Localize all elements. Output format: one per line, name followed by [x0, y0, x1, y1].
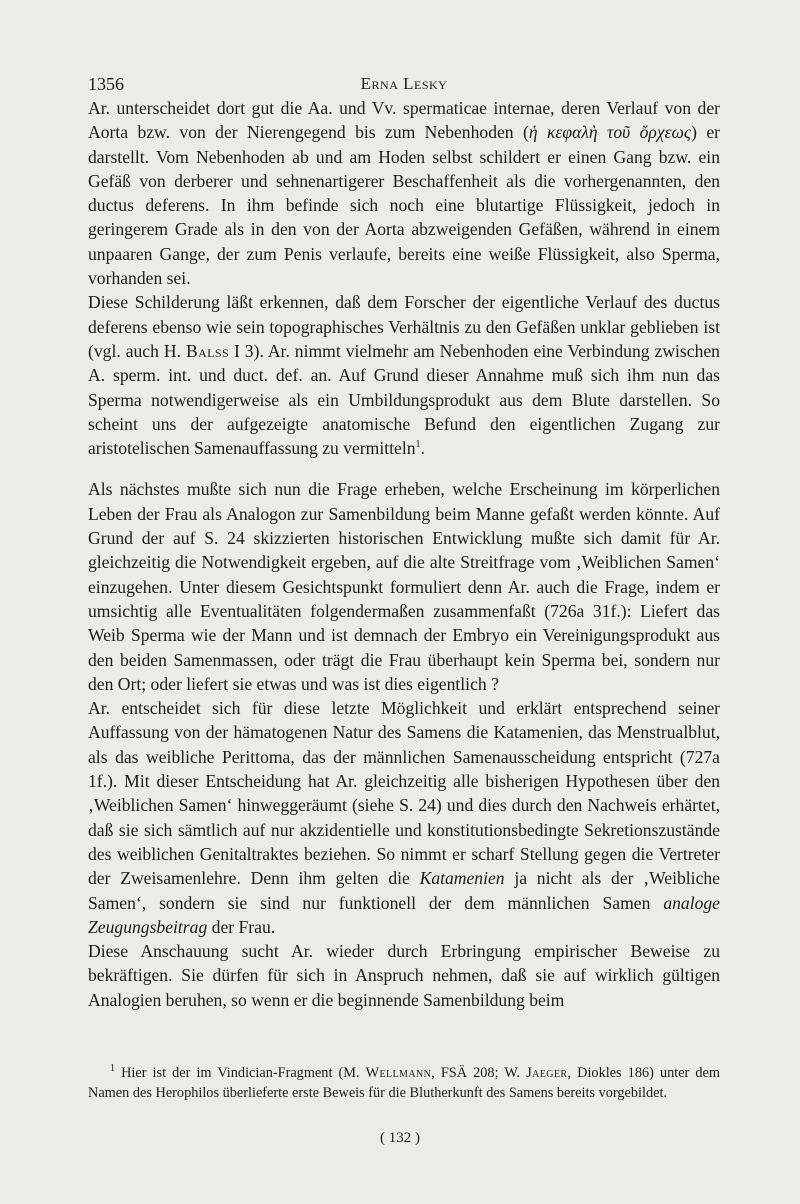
paragraph-5: Diese Anschauung sucht Ar. wieder durch Erbringung empirischer Beweise zu bekräftigen. Sie dürfen für sich in Anspruch nehmen, daß sie auf wirklich gültigen Analogien beruhen, so wenn er die beginnende Samenbildung beim: [88, 941, 720, 1010]
greek-phrase: ἡ κεφαλὴ τοῦ ὄρχεως: [528, 122, 692, 143]
author-name: Jaeger: [526, 1065, 568, 1081]
paragraph-gap: [88, 460, 720, 477]
main-text: [88, 96, 720, 1012]
footnotes: [88, 1064, 720, 1103]
paragraph-3: Als nächstes mußte sich nun die Frage erheben, welche Erscheinung im körperlichen Leben der Frau als Analogon zur Samenbildung beim Manne gefaßt werden könnte. Auf Grund der auf S. 24 skizzierten historischen Entwicklung mußte sich damit für Ar. gleichzeitig die Notwendigkeit ergeben, auf die alte Streitfrage vom ‚Weiblichen Samen‘ einzugehen. Unter diesem Gesichtspunkt formuliert denn Ar. auch die Frage, indem er umsichtig alle Eventualitäten folgendermaßen zusammenfaßt (726a 31f.): Liefert das Weib Sperma wie der Mann und ist demnach der Embryo ein Vereinigungsprodukt aus den beiden Samenmassen, oder trägt die Frau überhaupt kein Sperma bei, sondern nur den Ort; oder liefert sie etwas und was ist dies eigentlich ?: [88, 479, 720, 694]
paragraph-2: Diese Schilderung läßt erkennen, daß dem Forscher der eigentliche Verlauf des ductus deferens ebenso wie sein topographisches Verhältnis zu den Gefäßen unklar geblieben ist (vgl. auch H. Balss I 3). Ar. nimmt vielmehr am Nebenhoden eine Verbindung zwischen A. sperm. int. und duct. def. an. Auf Grund dieser Annahme muß sich ihm nun das Sperma notwendigerweise als ein Umbildungsprodukt aus dem Blute darstellen. So scheint uns der aufgezeigte anatomische Befund den eigentlichen Zugang zur aristotelischen Samenauffassung zu vermitteln$^1$.: [88, 292, 720, 459]
page-header: [88, 74, 720, 98]
emphasis-zeugungsbeitrag: analoge Zeugungsbeitrag: [88, 892, 720, 937]
emphasis-katamenien: Katamenien: [419, 868, 505, 889]
paragraph-4: Ar. entscheidet sich für diese letzte Möglichkeit und erklärt entsprechend seiner Auffassung von der hämatogenen Natur des Samens die Katamenien, das Menstrualblut, als das weibliche Perittoma, das der männlichen Samenausscheidung entspricht (727a 1f.). Mit dieser Entscheidung hat Ar. gleichzeitig alle bisherigen Hypothesen über den ‚Weiblichen Samen‘ hinweggeräumt (siehe S. 24) und dies durch den Nachweis erhärtet, daß sie sich sämtlich auf nur akzidentielle und konstitutionsbedingte Sekretionszustände des weiblichen Genitaltraktes beziehen. So nimmt er scharf Stellung gegen die Vertreter der Zweisamenlehre. Denn ihm gelten die Katamenien ja nicht als der ‚Weibliche Samen‘, sondern sie sind nur funktionell der dem männlichen Samen analoge Zeugungsbeitrag der Frau.: [88, 698, 720, 937]
footnote-1: $^1$ Hier ist der im Vindician-Fragment (M. Wellmann, FSÄ 208; W. Jaeger, Diokles 186) unter dem Namen des Herophilos überlieferte erste Beweis für die Blutherkunft des Samens bereits vorgebildet.: [88, 1063, 721, 1101]
paragraph-1: Ar. unterscheidet dort gut die Aa. und Vv. spermaticae internae, deren Verlauf von der Aorta bzw. von der Nierengegend bis zum Nebenhoden (ἡ κεφαλὴ τοῦ ὄρχεως) er darstellt. Vom Nebenhoden ab und am Hoden selbst schildert er einen Gang bzw. ein Gefäß von derberer und sehnenartigerer Beschaffenheit als die vorhergenannten, den ductus deferens. In ihm befinde sich noch eine blutartige Flüssigkeit, jedoch in geringerem Grade als in den von der Aorta abzweigenden Gefäßen, während in einem unpaaren Gange, der zum Penis verlaufe, bereits eine weiße Flüssigkeit, also Sperma, vorhanden sei.: [88, 98, 720, 289]
author-name: Wellmann: [365, 1065, 432, 1081]
folio: [0, 1130, 800, 1147]
footnote-mark: 1: [110, 1063, 115, 1075]
folio-number: ( 132 ): [380, 1130, 420, 1146]
author-name: Balss: [185, 340, 230, 361]
page-number: 1356: [88, 74, 124, 94]
running-head: Erna Lesky: [360, 74, 448, 93]
footnote-reference: 1: [415, 439, 421, 451]
